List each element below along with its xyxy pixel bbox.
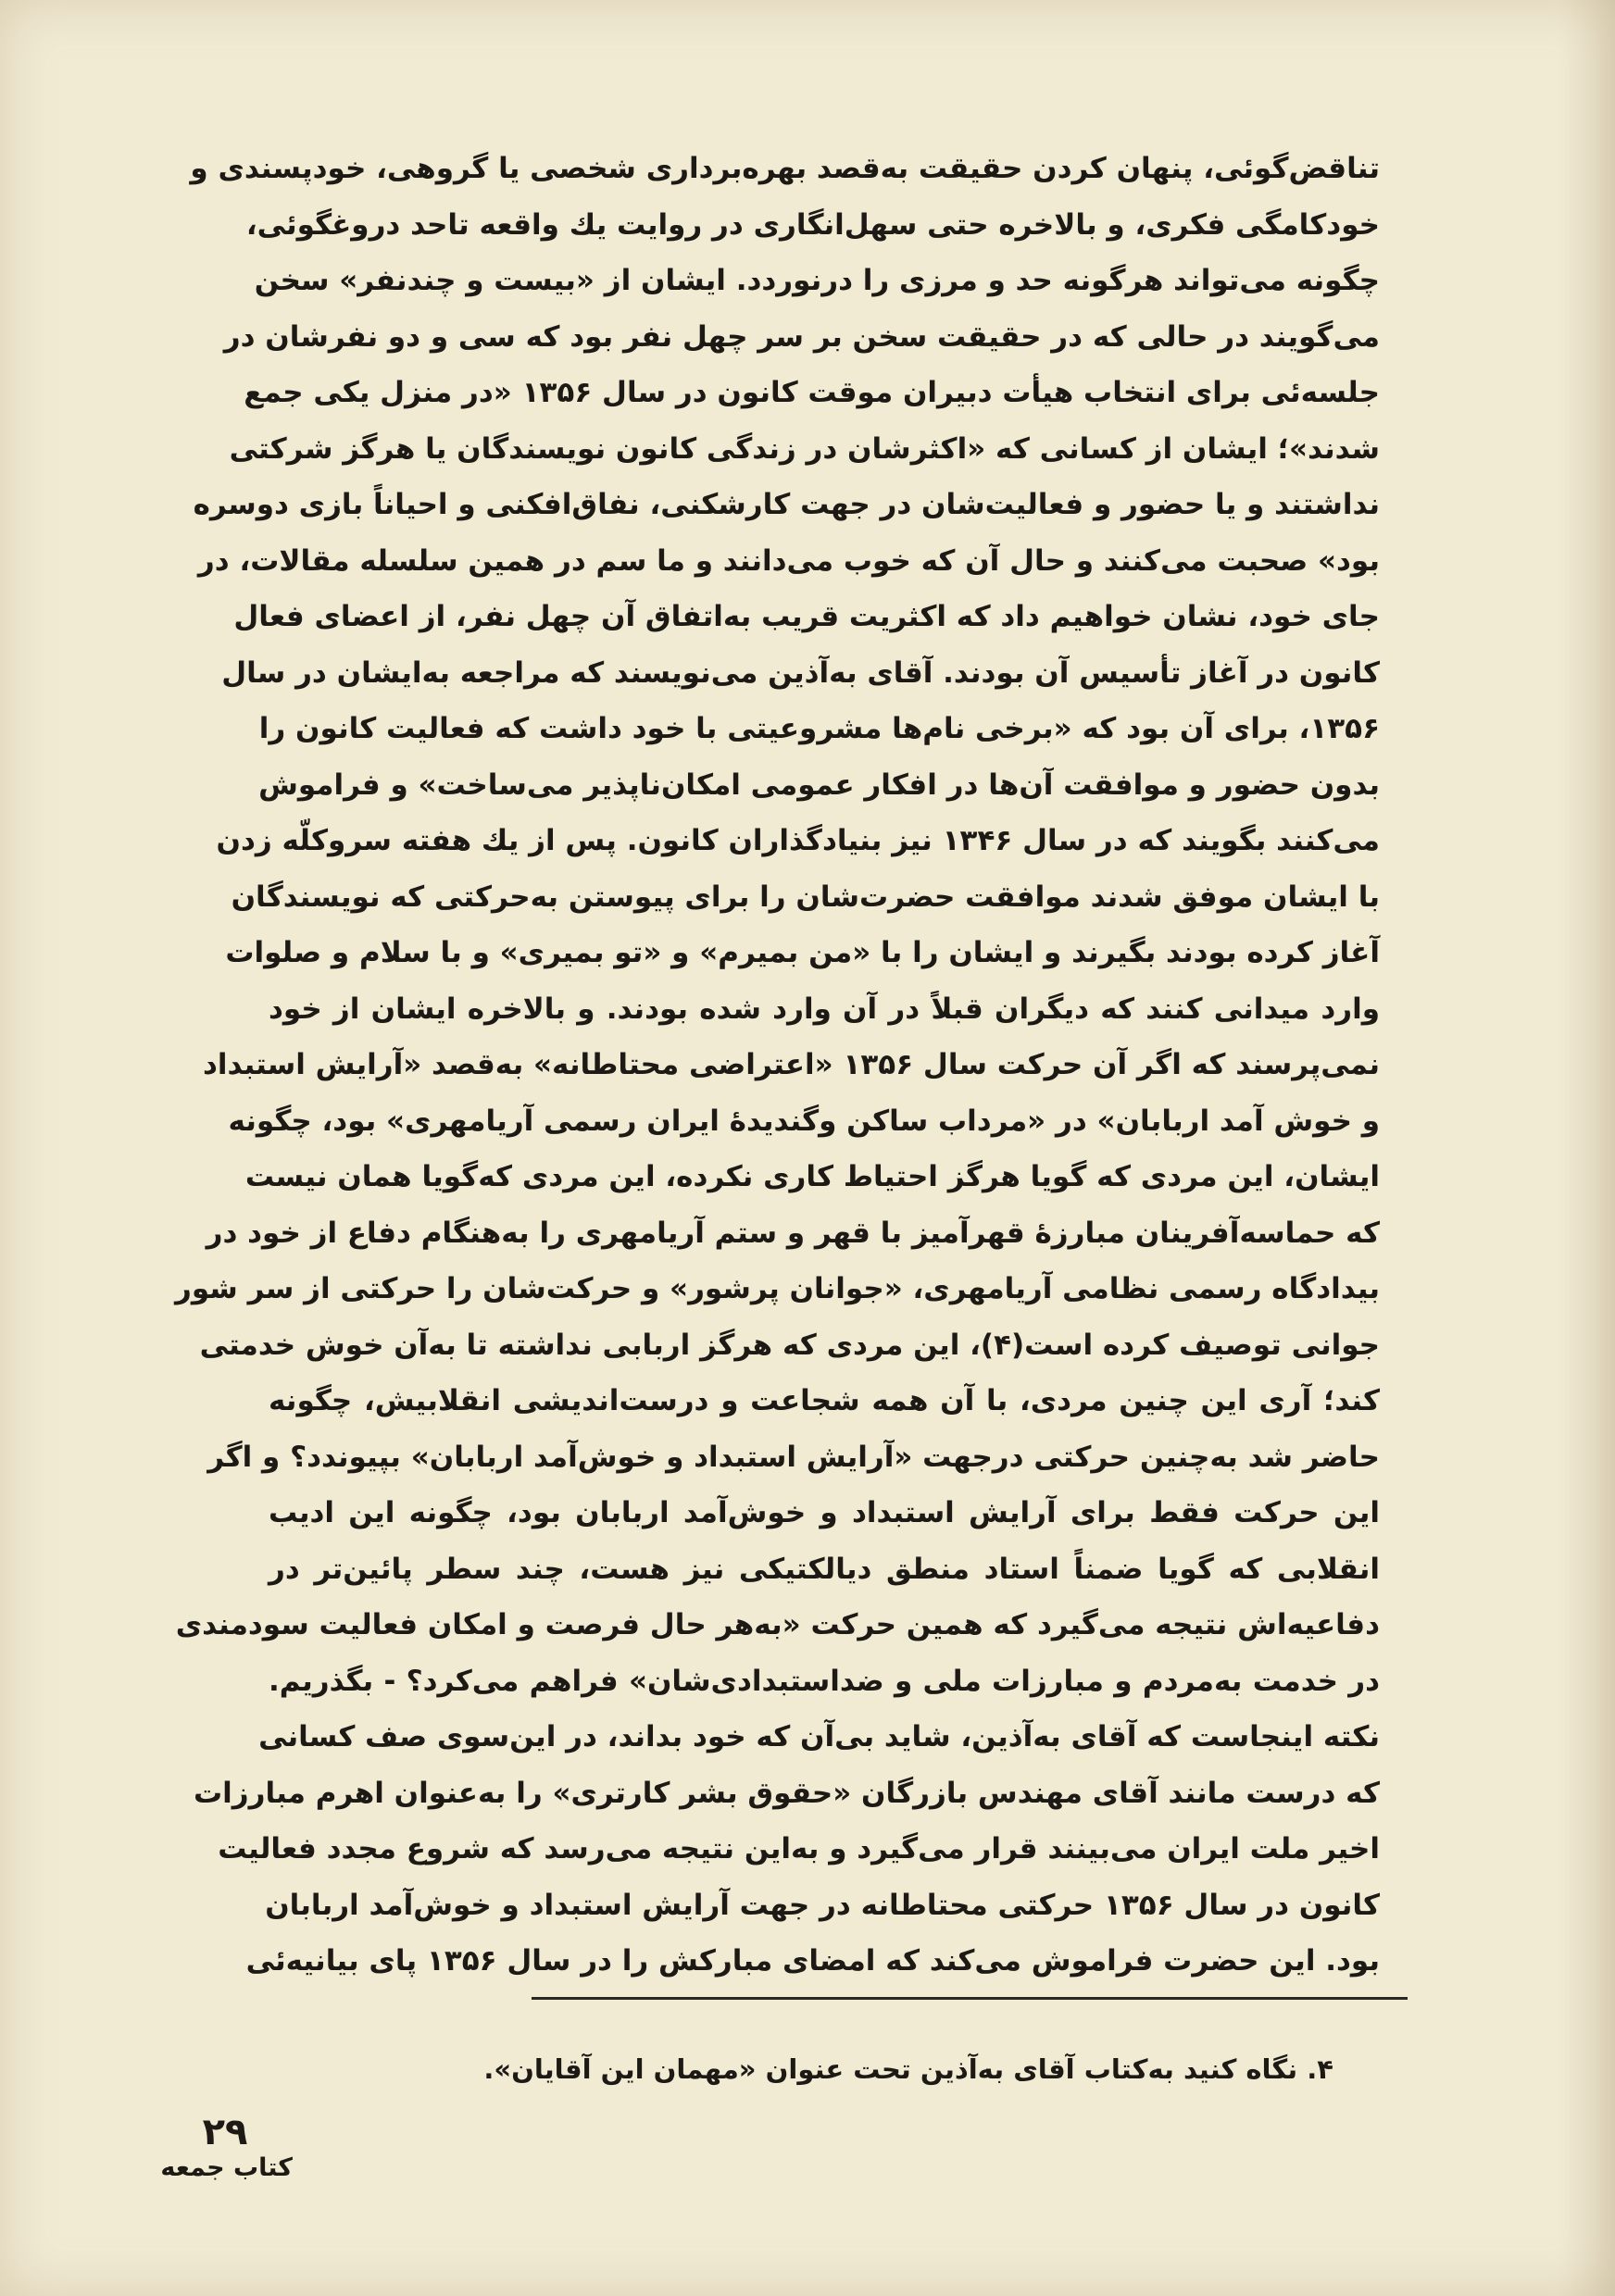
page-edge-shadow — [1559, 0, 1615, 2296]
text-line: آغاز کرده بودند بگیرند و ایشان را با «من بمیرم» و «تو بمیری» و با سلام و صلوات — [225, 936, 1380, 969]
text-line: اخیر ملت ایران می‌بینند قرار می‌گیرد و به‌این نتیجه می‌رسد که شروع مجدد فعالیت — [218, 1832, 1380, 1866]
text-line: تناقض‌گوئی، پنهان کردن حقیقت به‌قصد بهره‌برداری شخصی یا گروهی، خودپسندی و — [190, 152, 1380, 185]
text-line: حاضر شد به‌چنین حرکتی درجهت «آرایش استبداد و خوش‌آمد اربابان» بپیوندد؟ و اگر — [207, 1440, 1380, 1474]
text-line: بود. این حضرت فراموش می‌کند که امضای مبارکش را در سال ۱۳۵۶ پای بیانیه‌ئی — [245, 1944, 1380, 1978]
text-line: بدون حضور و موافقت آن‌ها در افکار عمومی امکان‌ناپذیر می‌ساخت» و فراموش — [258, 767, 1380, 802]
publication-title: کتاب جمعه — [160, 2153, 293, 2182]
text-line: جلسه‌ئی برای انتخاب هیأت دبیران موقت کانون در سال ۱۳۵۶ «در منزل یکی جمع — [244, 376, 1380, 409]
text-line: ایشان، این مردی که گویا هرگز احتیاط کاری نکرده، این مردی که‌گویا همان نیست — [244, 1160, 1380, 1193]
text-line: انقلابی که گویا ضمناً استاد منطق دیالکتیکی نیز هست، چند سطر پائین‌تر در — [269, 1552, 1380, 1586]
text-line: بود» صحبت می‌کنند و حال آن که خوب می‌دانند و ما سم در همین سلسله مقالات، در — [197, 543, 1380, 578]
text-line: بیدادگاه رسمی نظامی آریامهری، «جوانان پرشور» و حرکت‌شان را حرکتی از سر شور — [175, 1272, 1380, 1305]
body-text — [175, 141, 1380, 1990]
text-line: کانون در سال ۱۳۵۶ حرکتی محتاطانه در جهت آرایش استبداد و خوش‌آمد اربابان — [265, 1888, 1380, 1922]
text-line: که درست مانند آقای مهندس بازرگان «حقوق بشر کارتری» را به‌عنوان اهرم مبارزات — [193, 1776, 1380, 1810]
text-line: جای خود، نشان خواهیم داد که اکثریت قریب به‌اتفاق آن چهل نفر، از اعضای فعال — [233, 600, 1380, 633]
text-line: نداشتند و یا حضور و فعالیت‌شان در جهت کارشکنی، نفاق‌افکنی و احیاناً بازی دوسره — [193, 488, 1380, 521]
footnote-divider — [532, 1997, 1408, 2000]
text-line: می‌گویند در حالی که در حقیقت سخن بر سر چهل نفر بود که سی و دو نفرشان در — [223, 319, 1380, 354]
text-line: می‌کنند بگویند که در سال ۱۳۴۶ نیز بنیادگذاران کانون. پس از یك هفته سروکلّه زدن — [216, 824, 1380, 857]
text-line: با ایشان موفق شدند موافقت حضرت‌شان را برای پیوستن به‌حرکتی که نویسندگان — [231, 880, 1380, 914]
footnote: ۴. نگاه کنید به‌کتاب آقای به‌آذین تحت عنوان «مهمان این آقایان». — [483, 2053, 1333, 2085]
text-line: این حرکت فقط برای آرایش استبداد و خوش‌آمد اربابان بود، چگونه این ادیب — [269, 1496, 1380, 1529]
page-number: ۲۹ — [202, 2111, 248, 2153]
text-line: دفاعیه‌اش نتیجه می‌گیرد که همین حرکت «به‌هر حال فرصت و امکان فعالیت سودمندی — [175, 1608, 1380, 1641]
text-line: نکته اینجاست که آقای به‌آذین، شاید بی‌آن که خود بداند، در این‌سوی صف کسانی — [258, 1720, 1380, 1753]
text-line: کانون در آغاز تأسیس آن بودند. آقای به‌آذین می‌نویسند که مراجعه به‌ایشان در سال — [221, 655, 1380, 690]
text-line: در خدمت به‌مردم و مبارزات ملی و ضداستبدادی‌شان» فراهم می‌کرد؟ - بگذریم. — [269, 1664, 1380, 1698]
text-line: جوانی توصیف کرده است(۴)، این مردی که هرگز اربابی نداشته تا به‌آن خوش خدمتی — [199, 1328, 1380, 1362]
text-line: خودکامگی فکری، و بالاخره حتی سهل‌انگاری در روایت یك واقعه تاحد دروغگوئی، — [245, 207, 1380, 242]
text-line: وارد میدانی کنند که دیگران قبلاً در آن وارد شده بودند. و بالاخره ایشان از خود — [269, 992, 1380, 1026]
text-line: چگونه می‌تواند هرگونه حد و مرزی را درنوردد. ایشان از «بیست و چندنفر» سخن — [254, 264, 1380, 297]
text-line: نمی‌پرسند که اگر آن حرکت سال ۱۳۵۶ «اعتراضی محتاطانه» به‌قصد «آرایش استبداد — [203, 1048, 1380, 1081]
text-line: ۱۳۵۶، برای آن بود که «برخی نام‌ها مشروعیتی با خود داشت که فعالیت کانون را — [258, 712, 1380, 745]
text-line: شدند»؛ ایشان از کسانی که «اکثرشان در زندگی کانون نویسندگان یا هرگز شرکتی — [229, 431, 1380, 466]
text-line: کند؛ آری این چنین مردی، با آن همه شجاعت و درست‌اندیشی انقلابیش، چگونه — [269, 1384, 1380, 1417]
text-line: و خوش آمد اربابان» در «مرداب ساکن وگندیدهٔ ایران رسمی آریامهری» بود، چگونه — [228, 1104, 1380, 1138]
text-line: که حماسه‌آفرینان مبارزهٔ قهرآمیز با قهر و ستم آریامهری را به‌هنگام دفاع از خود در — [206, 1216, 1380, 1250]
